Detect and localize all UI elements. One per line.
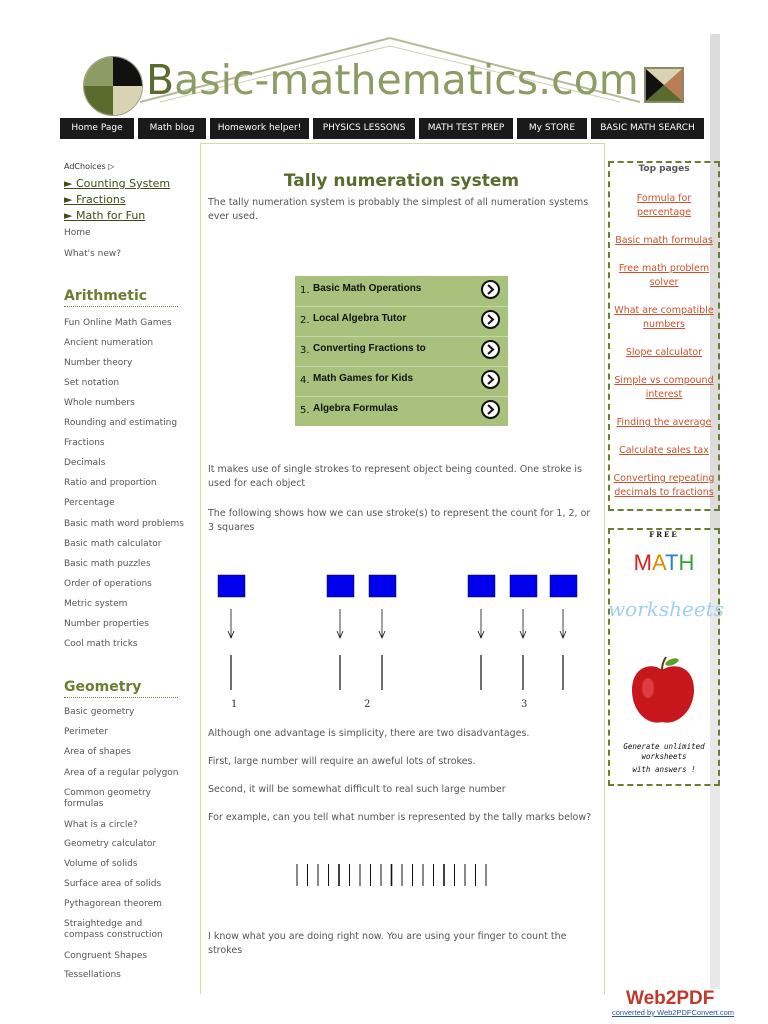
top-pages-heading: Top pages bbox=[638, 164, 690, 174]
sidebar-link-home[interactable]: Home bbox=[64, 228, 91, 238]
ad-row[interactable] bbox=[295, 276, 508, 307]
sidebar-link[interactable]: Whole numbers bbox=[64, 398, 135, 408]
sidebar-link[interactable]: Rounding and estimating bbox=[64, 418, 178, 428]
sidebar-link[interactable]: Number properties bbox=[64, 619, 149, 629]
blue-square bbox=[550, 575, 577, 597]
sidebar-link[interactable]: Surface area of solids bbox=[64, 879, 162, 889]
sidebar-link[interactable]: Cool math tricks bbox=[64, 639, 138, 649]
site-title-initial: B bbox=[146, 56, 175, 104]
worksheets-math-label bbox=[608, 550, 720, 576]
diagram-label-1: 1 bbox=[231, 699, 238, 710]
top-page-link[interactable]: Finding the average bbox=[616, 417, 712, 428]
site-title-text: asic-mathematics.com bbox=[174, 56, 639, 104]
tally-diagram-marks bbox=[218, 575, 577, 690]
sidebar-link[interactable]: Decimals bbox=[64, 458, 106, 468]
adchoices-text: AdChoices bbox=[64, 162, 106, 171]
worksheets-answers-text: with answers ! bbox=[632, 765, 696, 774]
sidebar-link[interactable]: Pythagorean theorem bbox=[64, 899, 162, 909]
ad-row[interactable] bbox=[295, 336, 508, 367]
nav-math-blog[interactable]: Math blog bbox=[138, 118, 206, 139]
math-letter-m: M bbox=[633, 550, 652, 575]
ad-row-number: 4. bbox=[300, 375, 310, 386]
top-page-link[interactable]: Free math problem solver bbox=[618, 263, 710, 288]
web2pdf-logo[interactable]: Web2PDF bbox=[626, 988, 715, 1009]
worksheets-free-label: FREE bbox=[649, 530, 679, 539]
blue-square bbox=[327, 575, 354, 597]
ad-row[interactable] bbox=[295, 366, 508, 397]
adchoices-icon: ▷ bbox=[108, 162, 115, 171]
sidebar-link[interactable]: Perimeter bbox=[64, 727, 108, 737]
ad-row[interactable] bbox=[295, 306, 508, 337]
sidebar-link[interactable]: Volume of solids bbox=[64, 859, 138, 869]
ad-row-number: 3. bbox=[300, 345, 310, 356]
sidebar-link[interactable]: Tessellations bbox=[64, 970, 121, 980]
top-page-link[interactable]: Slope calculator bbox=[625, 347, 703, 358]
diagram-label-2: 2 bbox=[364, 699, 371, 710]
arithmetic-heading: Arithmetic bbox=[64, 288, 178, 307]
chevron-right-icon bbox=[481, 310, 500, 329]
sidebar-link[interactable]: Percentage bbox=[64, 498, 115, 508]
apple-icon bbox=[626, 654, 700, 728]
ad-row-label: Algebra Formulas bbox=[313, 403, 399, 414]
chevron-right-icon bbox=[481, 370, 500, 389]
sidebar-link[interactable]: Area of shapes bbox=[64, 747, 131, 757]
top-page-link[interactable]: Calculate sales tax bbox=[619, 445, 709, 456]
paragraph-advantage: Although one advantage is simplicity, there are two disadvantages. bbox=[208, 728, 530, 739]
sidebar-link[interactable]: Straightedge and compass construction bbox=[64, 919, 163, 940]
sidebar-link[interactable]: Basic math word problems bbox=[64, 519, 184, 529]
top-page-link[interactable]: Converting repeating decimals to fractions bbox=[613, 473, 715, 498]
nav-physics-lessons[interactable]: PHYSICS LESSONS bbox=[313, 118, 415, 139]
tally-marks-group bbox=[297, 864, 486, 886]
ad-row-label: Local Algebra Tutor bbox=[313, 313, 407, 324]
chevron-right-icon bbox=[481, 340, 500, 359]
chevron-right-icon bbox=[481, 400, 500, 419]
ad-link-math-for-fun[interactable]: ► Math for Fun bbox=[64, 209, 146, 222]
tally-diagram bbox=[205, 565, 600, 715]
sidebar-link[interactable]: Geometry calculator bbox=[64, 839, 157, 849]
paragraph-finger: I know what you are doing right now. You are using your finger to count the strokes bbox=[208, 931, 567, 956]
logo-circle[interactable] bbox=[83, 56, 143, 116]
nav-math-test-prep[interactable]: MATH TEST PREP bbox=[419, 118, 513, 139]
top-page-link[interactable]: What are compatible numbers bbox=[614, 305, 714, 330]
sidebar-link[interactable]: Basic geometry bbox=[64, 707, 135, 717]
top-page-link[interactable]: Basic math formulas bbox=[615, 235, 713, 246]
paragraph-example: For example, can you tell what number is represented by the tally marks below? bbox=[208, 812, 592, 823]
sidebar-link[interactable]: Congruent Shapes bbox=[64, 951, 148, 961]
sidebar-link[interactable]: Fun Online Math Games bbox=[64, 318, 172, 328]
ad-row-label: Basic Math Operations bbox=[313, 283, 422, 294]
chevron-right-icon bbox=[481, 280, 500, 299]
sidebar-link[interactable]: Common geometry formulas bbox=[64, 788, 152, 809]
top-page-link[interactable]: Formula for percentage bbox=[636, 193, 692, 218]
page-title: Tally numeration system bbox=[283, 171, 520, 191]
sidebar-link[interactable]: Fractions bbox=[64, 438, 105, 448]
paragraph-second: Second, it will be somewhat difficult to real such large number bbox=[208, 784, 506, 795]
nav-home-page[interactable]: Home Page bbox=[60, 118, 134, 139]
sidebar-link[interactable]: Area of a regular polygon bbox=[64, 768, 179, 778]
sidebar-link[interactable]: What is a circle? bbox=[64, 820, 138, 830]
geometry-heading: Geometry bbox=[64, 679, 178, 698]
sidebar-link[interactable]: Metric system bbox=[64, 599, 128, 609]
logo-square-icon bbox=[644, 67, 684, 103]
sidebar-link[interactable]: Ancient numeration bbox=[64, 338, 154, 348]
ad-row-label: Math Games for Kids bbox=[313, 373, 414, 384]
nav-my-store[interactable]: My STORE bbox=[517, 118, 587, 139]
sidebar-link[interactable]: Ratio and proportion bbox=[64, 478, 157, 488]
ad-row[interactable] bbox=[295, 396, 508, 426]
nav-homework-helper[interactable]: Homework helper! bbox=[210, 118, 309, 139]
intro-paragraph: The tally numeration system is probably the simplest of all numeration systems ever used. bbox=[208, 197, 589, 222]
nav-basic-math-search[interactable]: BASIC MATH SEARCH bbox=[591, 118, 704, 139]
top-nav bbox=[60, 118, 704, 140]
sidebar-link-whats-new[interactable]: What's new? bbox=[64, 249, 122, 259]
sidebar-link[interactable]: Order of operations bbox=[64, 579, 152, 589]
ad-row-number: 2. bbox=[300, 315, 310, 326]
ad-link-fractions[interactable]: ► Fractions bbox=[64, 193, 126, 206]
sidebar-link[interactable]: Number theory bbox=[64, 358, 133, 368]
blue-square bbox=[369, 575, 396, 597]
site-title[interactable] bbox=[146, 56, 639, 104]
sidebar-link[interactable]: Basic math puzzles bbox=[64, 559, 151, 569]
sidebar-link[interactable]: Set notation bbox=[64, 378, 120, 388]
blue-square bbox=[468, 575, 495, 597]
worksheets-script-label: worksheets bbox=[608, 597, 724, 621]
tally-marks-example bbox=[290, 862, 510, 888]
ad-row-number: 1. bbox=[300, 285, 310, 296]
sidebar-link[interactable]: Basic math calculator bbox=[64, 539, 162, 549]
ad-row-number: 5. bbox=[300, 405, 310, 416]
worksheets-generate-text: Generate unlimited worksheets bbox=[623, 742, 705, 761]
ad-row-label: Converting Fractions to bbox=[313, 343, 426, 354]
web2pdf-link[interactable]: converted by Web2PDFConvert.com bbox=[612, 1008, 734, 1017]
ad-link-counting-system[interactable]: ► Counting System bbox=[64, 177, 171, 190]
blue-square bbox=[218, 575, 245, 597]
paragraph-strokes: It makes use of single strokes to represent object being counted. One stroke is used for each object bbox=[208, 464, 582, 489]
math-letter-t: T bbox=[665, 550, 679, 575]
math-letter-a: A bbox=[651, 550, 666, 575]
math-letter-h: H bbox=[678, 550, 695, 575]
paragraph-first: First, large number will require an aweful lots of strokes. bbox=[208, 756, 476, 767]
diagram-label-3: 3 bbox=[521, 699, 528, 710]
blue-square bbox=[510, 575, 537, 597]
top-page-link[interactable]: Simple vs compound interest bbox=[614, 375, 714, 400]
adchoices-label[interactable] bbox=[64, 162, 114, 171]
ad-links-box bbox=[295, 276, 508, 426]
paragraph-following: The following shows how we can use stroke(s) to represent the count for 1, 2, or 3 squares bbox=[208, 508, 591, 533]
